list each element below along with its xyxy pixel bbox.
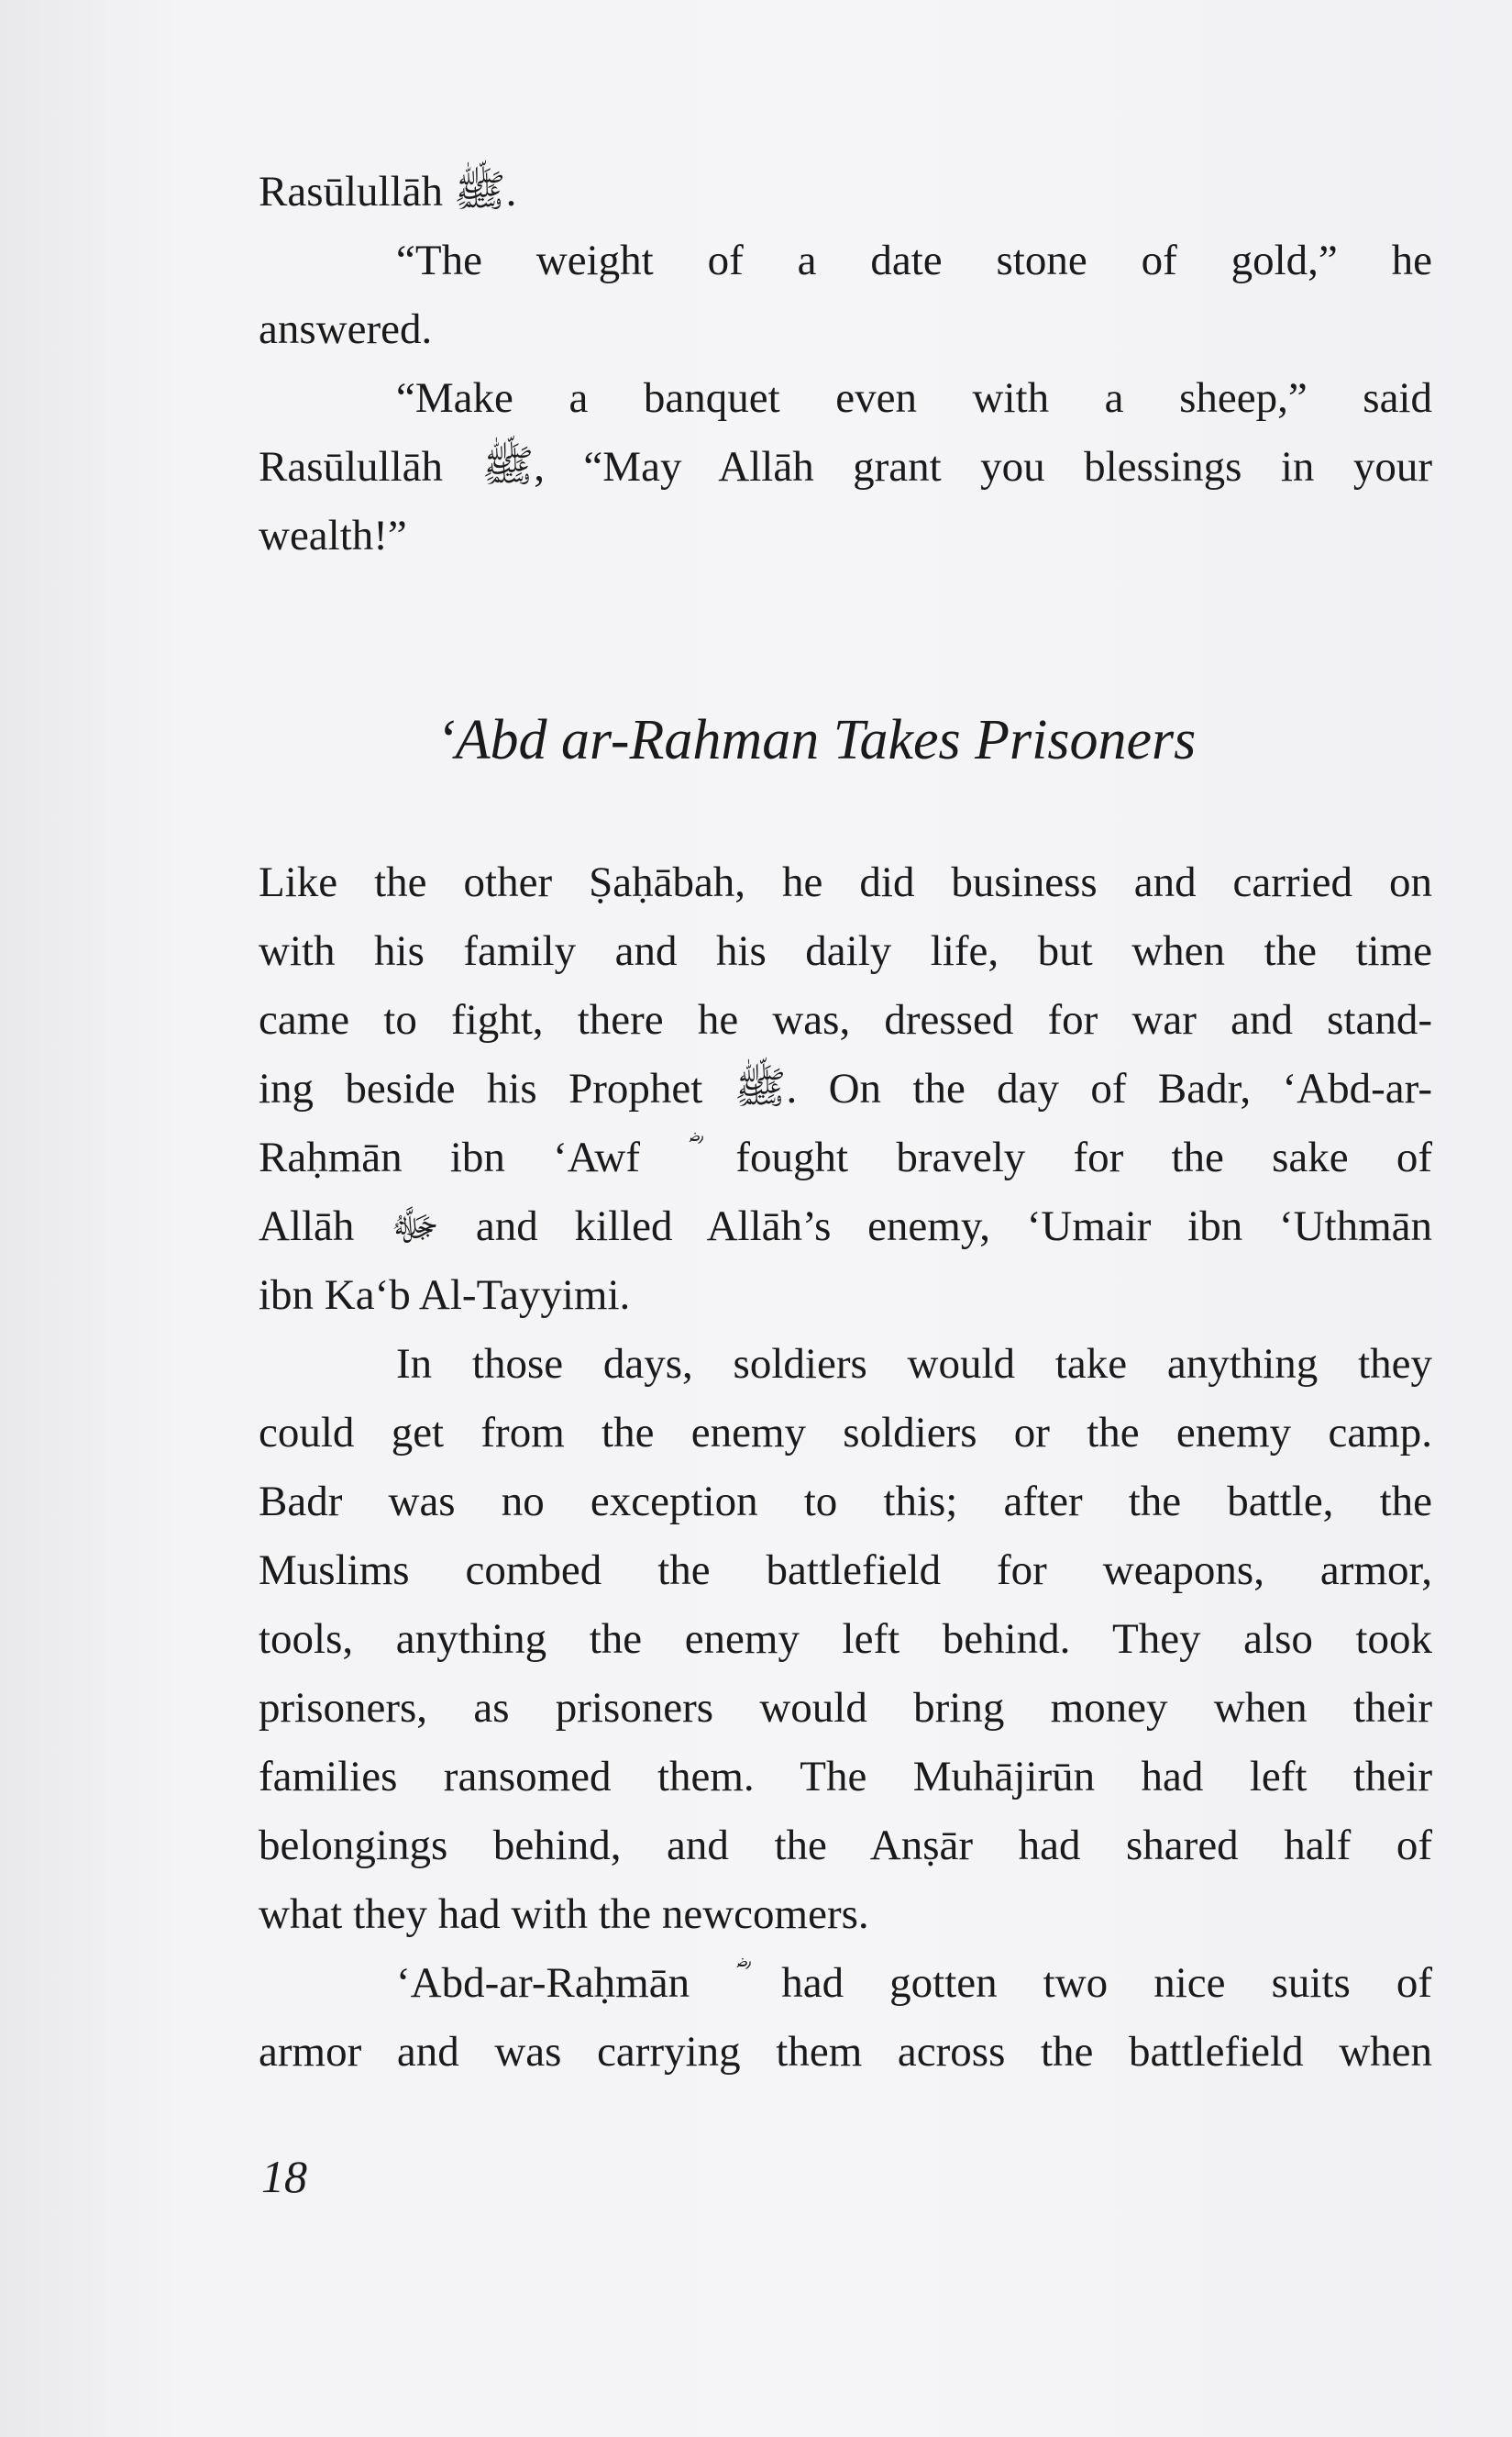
text-line: families ransomed them. The Muhājirūn had left their	[259, 1753, 1432, 1800]
text-line: ‘Abd-ar-Raḥmān ؓ had gotten two nice suits of	[396, 1959, 1432, 2007]
text-line: belongings behind, and the Anṣār had shared half of	[259, 1822, 1432, 1869]
text-line: “The weight of a date stone of gold,” he	[396, 237, 1432, 284]
text-line: what they had with the newcomers.	[259, 1890, 869, 1938]
text-line: Raḥmān ibn ‘Awf ؓ fought bravely for the sake of	[259, 1134, 1432, 1181]
page-number: 18	[261, 2151, 307, 2202]
text-line: came to fight, there he was, dressed for war and stand-	[259, 996, 1432, 1044]
text-line: “Make a banquet even with a sheep,” said	[396, 374, 1432, 422]
top-text-block	[259, 158, 1432, 570]
text-line: Muslims combed the battlefield for weapons, armor,	[259, 1546, 1432, 1594]
text-line: wealth!”	[259, 512, 407, 559]
text-line: prisoners, as prisoners would bring money when their	[259, 1684, 1432, 1732]
text-line: with his family and his daily life, but when the time	[259, 927, 1432, 975]
text-line: ibn Ka‘b Al-Tayyimi.	[259, 1271, 631, 1319]
text-line: tools, anything the enemy left behind. They also took	[259, 1615, 1432, 1663]
text-line: answered.	[259, 305, 433, 353]
text-line: Rasūlullāh ﷺ, “May Allāh grant you blessings in your	[259, 443, 1432, 491]
text-line: Allāh ﷻ and killed Allāh’s enemy, ‘Umair ibn ‘Uthmān	[259, 1202, 1432, 1250]
text-line: Rasūlullāh ﷺ.	[259, 168, 517, 216]
text-line: Like the other Ṣaḥābah, he did business and carried on	[259, 858, 1432, 906]
text-line: In those days, soldiers would take anything they	[396, 1340, 1432, 1388]
text-line: could get from the enemy soldiers or the enemy camp.	[259, 1409, 1432, 1457]
body-text-block	[259, 848, 1432, 2087]
text-line: Badr was no exception to this; after the battle, the	[259, 1478, 1432, 1525]
text-line: ing beside his Prophet ﷺ. On the day of Badr, ‘Abd-ar-	[259, 1065, 1432, 1113]
section-heading: ‘Abd ar-Rahman Takes Prisoners	[436, 709, 1197, 771]
text-line: armor and was carrying them across the battlefield when	[259, 2028, 1432, 2076]
